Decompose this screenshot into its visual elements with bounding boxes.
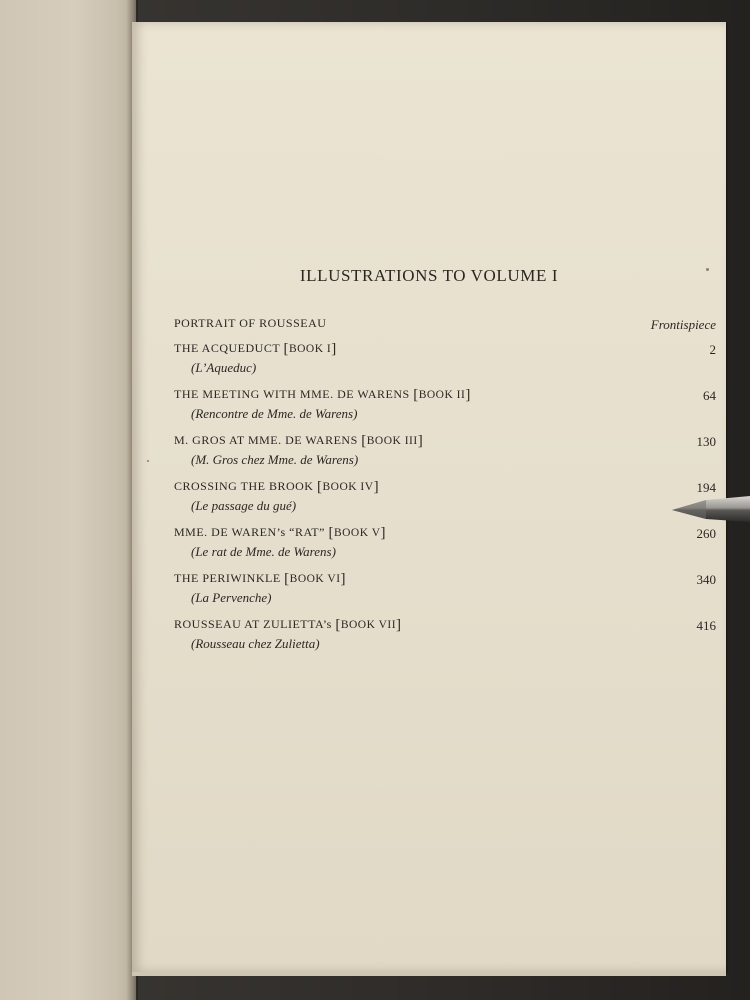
entry-title: M. GROS AT MME. DE WARENS xyxy=(174,433,358,447)
entry-book: BOOK IV xyxy=(322,481,374,493)
list-item xyxy=(174,314,716,333)
list-item: ROUSSEAU AT ZULIETTA’s [BOOK VII] (Rousseau chez Zulietta) 416 xyxy=(174,617,716,651)
entry-subtitle: (M. Gros chez Mme. de Warens) xyxy=(191,452,359,467)
list-item: CROSSING THE BROOK [BOOK IV] (Le passage du gué) 194 xyxy=(174,479,716,513)
list-item: M. GROS AT MME. DE WARENS [BOOK III] (M. Gros chez Mme. de Warens) 130 xyxy=(174,433,716,467)
entry-title: THE PERIWINKLE xyxy=(174,571,281,585)
entry-page: 260 xyxy=(696,526,716,541)
entry-page: 2 xyxy=(709,342,716,357)
entry-subtitle: (Rencontre de Mme. de Warens) xyxy=(191,406,358,421)
list-item: THE ACQUEDUCT [BOOK I] (L’Aqueduc) 2 xyxy=(174,341,716,375)
pen-tip-icon xyxy=(672,492,750,526)
entry-title: THE ACQUEDUCT xyxy=(174,341,280,355)
list-item: THE MEETING WITH MME. DE WARENS [BOOK II] (Rencontre de Mme. de Warens) 64 xyxy=(174,387,716,421)
list-item: THE PERIWINKLE [BOOK VI] (La Pervenche) 340 xyxy=(174,571,716,605)
entry-title: THE MEETING WITH MME. DE WARENS xyxy=(174,387,410,401)
entry-book: BOOK I xyxy=(288,343,332,355)
entry-subtitle: (Rousseau chez Zulietta) xyxy=(191,636,320,651)
paper-speck xyxy=(147,460,149,462)
entry-title: PORTRAIT OF ROUSSEAU xyxy=(174,316,327,330)
entry-subtitle: (Le passage du gué) xyxy=(191,498,297,513)
right-page xyxy=(132,22,726,972)
illustrations-list xyxy=(174,314,716,661)
page-heading: ILLUSTRATIONS TO VOLUME I xyxy=(299,266,559,285)
entry-page: 130 xyxy=(696,434,716,449)
left-page xyxy=(0,0,136,1000)
list-item: MME. DE WAREN’s “RAT” [BOOK V] (Le rat de Mme. de Warens) 260 xyxy=(174,525,716,559)
entry-subtitle: (Le rat de Mme. de Warens) xyxy=(191,544,336,559)
entry-book: BOOK VI xyxy=(289,573,341,585)
entry-title: MME. DE WAREN’s “RAT” xyxy=(174,525,325,539)
entry-title: ROUSSEAU AT ZULIETTA’s xyxy=(174,617,332,631)
entry-book: BOOK VII xyxy=(340,619,397,631)
entry-book: BOOK III xyxy=(366,435,418,447)
entry-book: BOOK V xyxy=(333,527,381,539)
entry-title: CROSSING THE BROOK xyxy=(174,479,314,493)
page-edge xyxy=(132,972,726,976)
entry-page: 340 xyxy=(696,572,716,587)
entry-page: Frontispiece xyxy=(650,317,716,332)
entry-book: BOOK II xyxy=(418,389,466,401)
entry-page: 64 xyxy=(703,388,716,403)
paper-speck xyxy=(706,268,709,271)
entry-subtitle: (La Pervenche) xyxy=(191,590,272,605)
entry-subtitle: (L’Aqueduc) xyxy=(191,360,257,375)
entry-page: 416 xyxy=(696,618,716,633)
entry-page: 194 xyxy=(696,480,716,495)
